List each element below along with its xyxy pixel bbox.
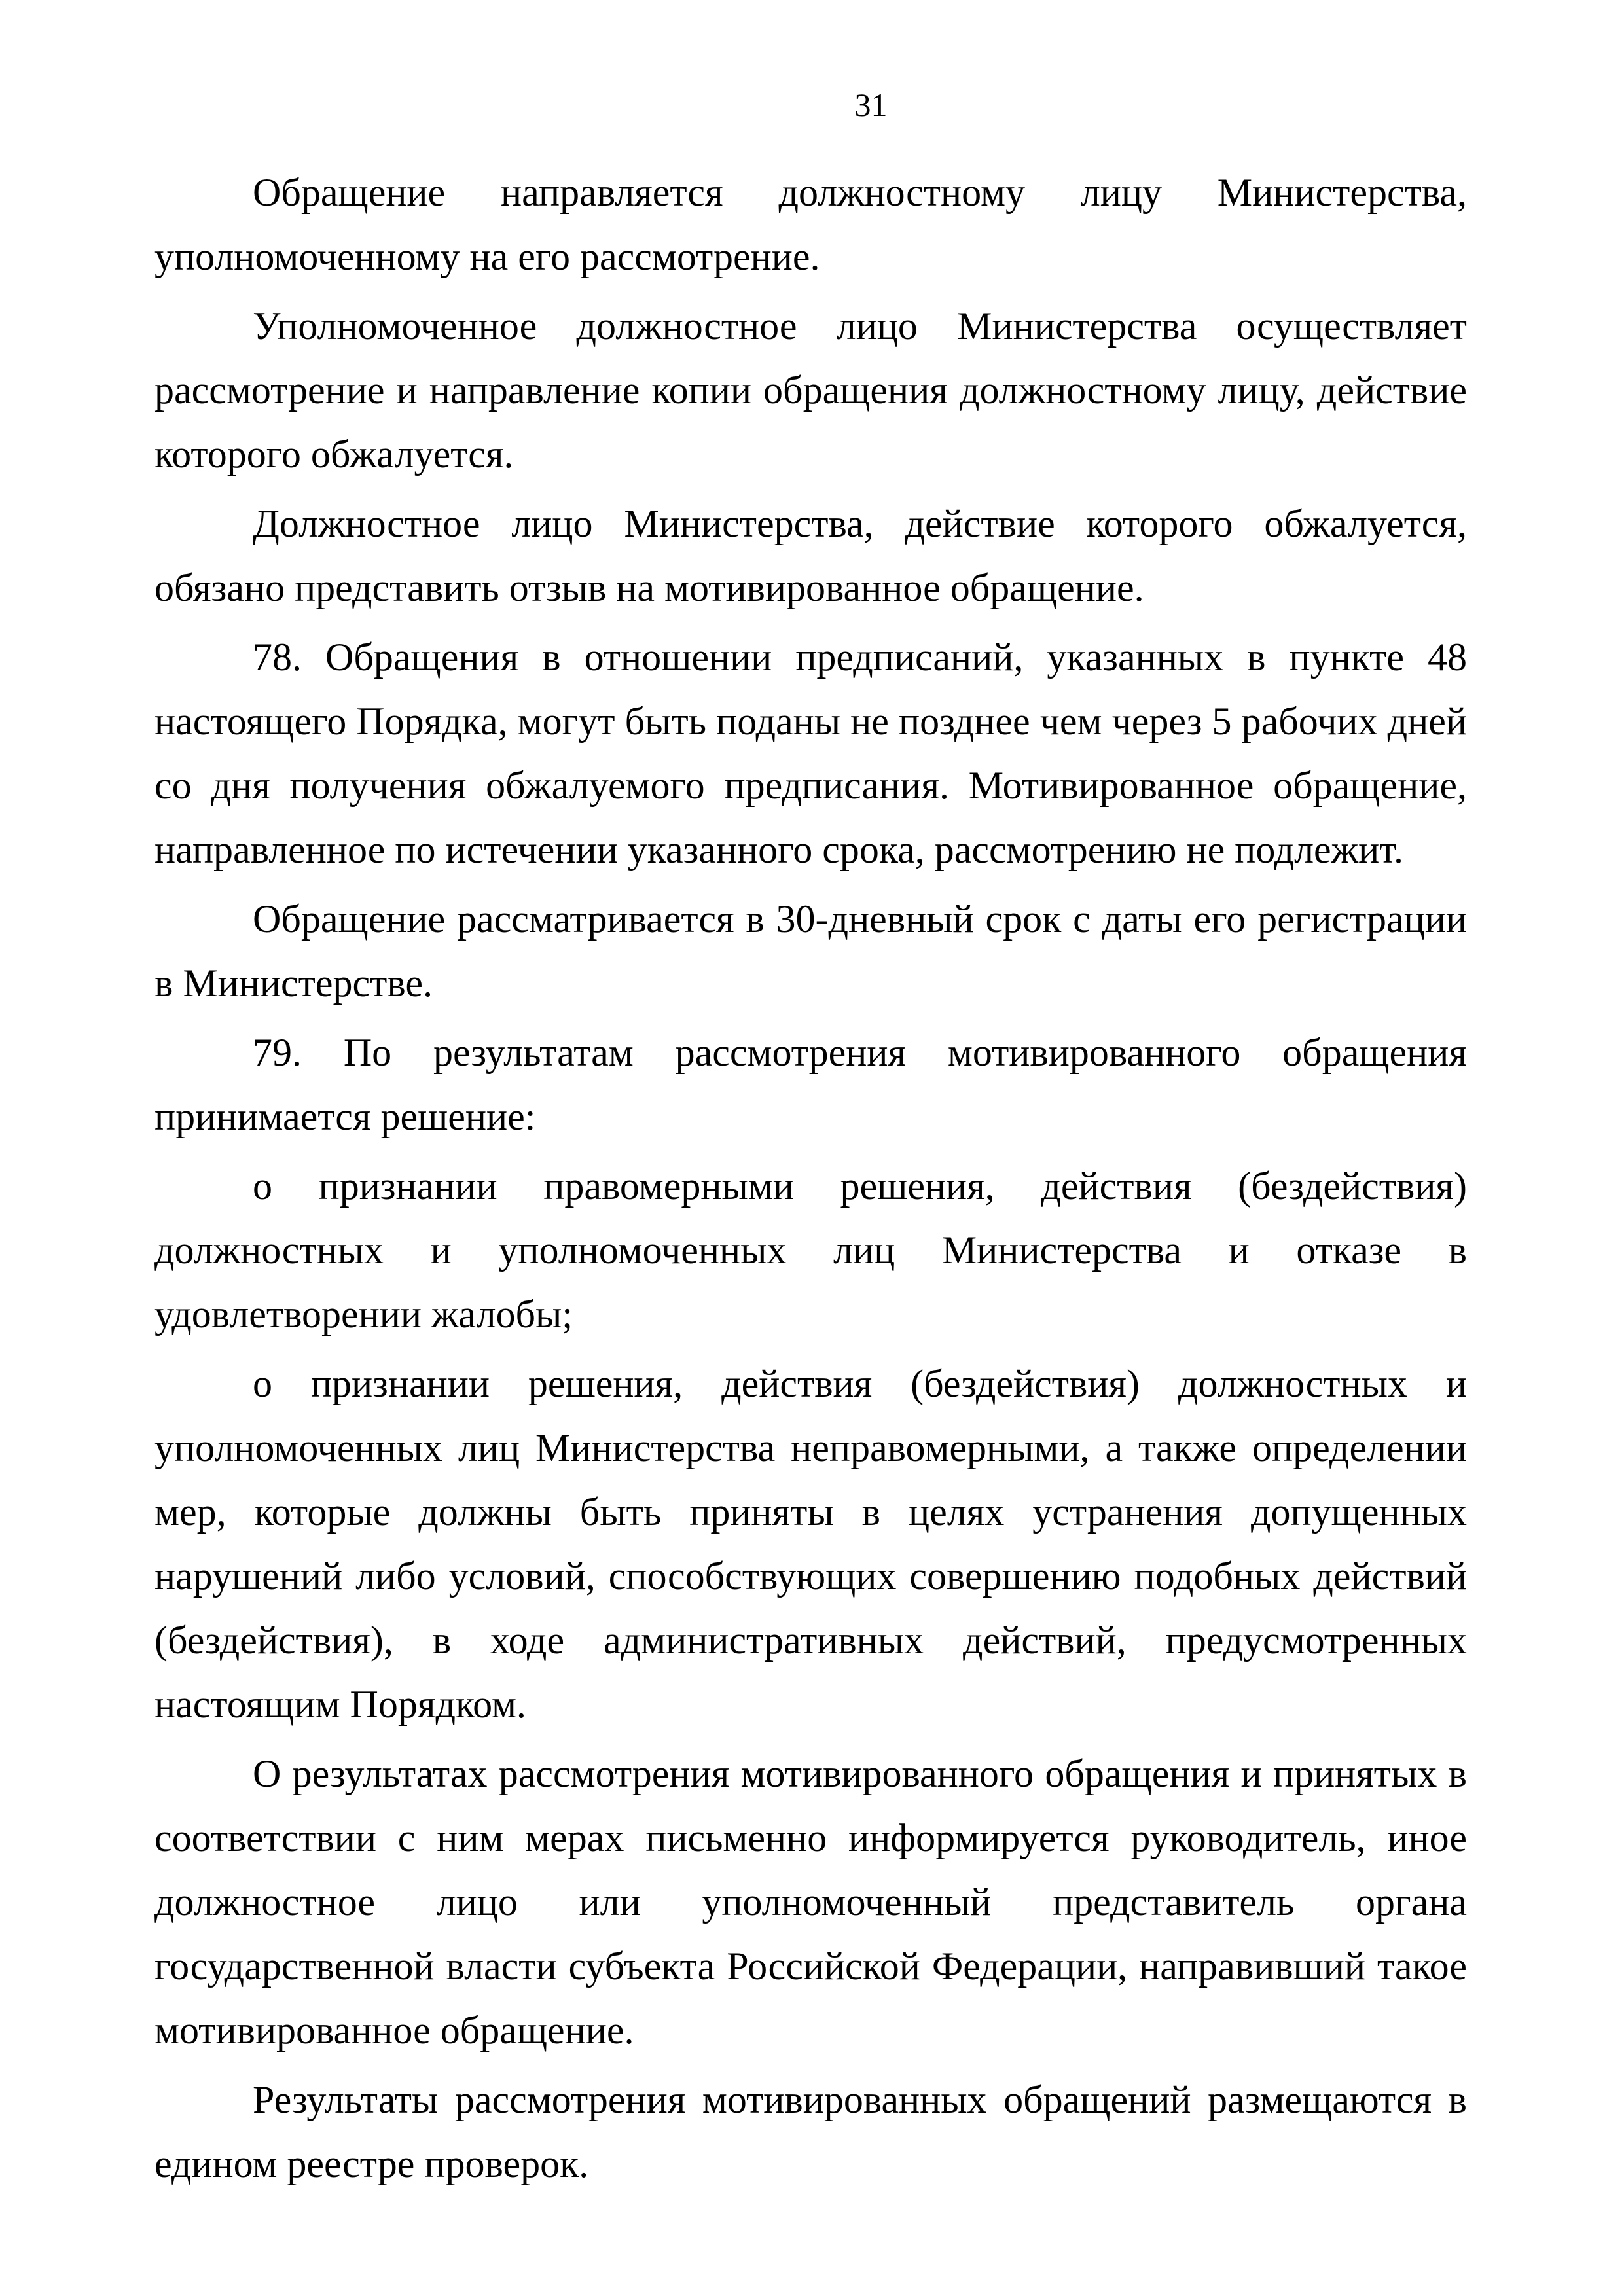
paragraph: О результатах рассмотрения мотивированного обращения и принятых в соответствии с ним мерах письменно информируется руководитель, иное должностное лицо или уполномоченный представитель органа государственной власти субъекта Российской Федерации, направивший такое мотивированное обращение. xyxy=(154,1752,1467,2052)
paragraph: Уполномоченное должностное лицо Министерства осуществляет рассмотрение и направление копии обращения должностному лицу, действие которого обжалуется. xyxy=(154,304,1467,476)
paragraph-item-79: 79. По результатам рассмотрения мотивированного обращения принимается решение: xyxy=(154,1031,1467,1138)
paragraph-decision-option: о признании решения, действия (бездействия) должностных и уполномоченных лиц Министерства неправомерными, а также определении мер, которые должны быть приняты в целях устранения допущенных нарушений либо условий, способствующих совершению подобных действий (бездействия), в ходе административных действий, предусмотренных настоящим Порядком. xyxy=(154,1362,1467,1726)
paragraph: Обращение направляется должностному лицу Министерства, уполномоченному на его рассмотрение. xyxy=(154,171,1467,278)
paragraph: Обращение рассматривается в 30-дневный срок с даты его регистрации в Министерстве. xyxy=(154,897,1467,1005)
page-number: 31 xyxy=(854,86,888,123)
paragraph: Должностное лицо Министерства, действие которого обжалуется, обязано представить отзыв на мотивированное обращение. xyxy=(154,502,1467,609)
paragraph: Результаты рассмотрения мотивированных обращений размещаются в едином реестре проверок. xyxy=(154,2078,1467,2185)
document-body xyxy=(154,160,1467,2201)
paragraph-item-78: 78. Обращения в отношении предписаний, указанных в пункте 48 настоящего Порядка, могут быть поданы не позднее чем через 5 рабочих дней со дня получения обжалуемого предписания. Мотивированное обращение, направленное по истечении указанного срока, рассмотрению не подлежит. xyxy=(154,636,1467,871)
paragraph-decision-option: о признании правомерными решения, действия (бездействия) должностных и уполномоченных лиц Министерства и отказе в удовлетворении жалобы; xyxy=(154,1164,1467,1336)
